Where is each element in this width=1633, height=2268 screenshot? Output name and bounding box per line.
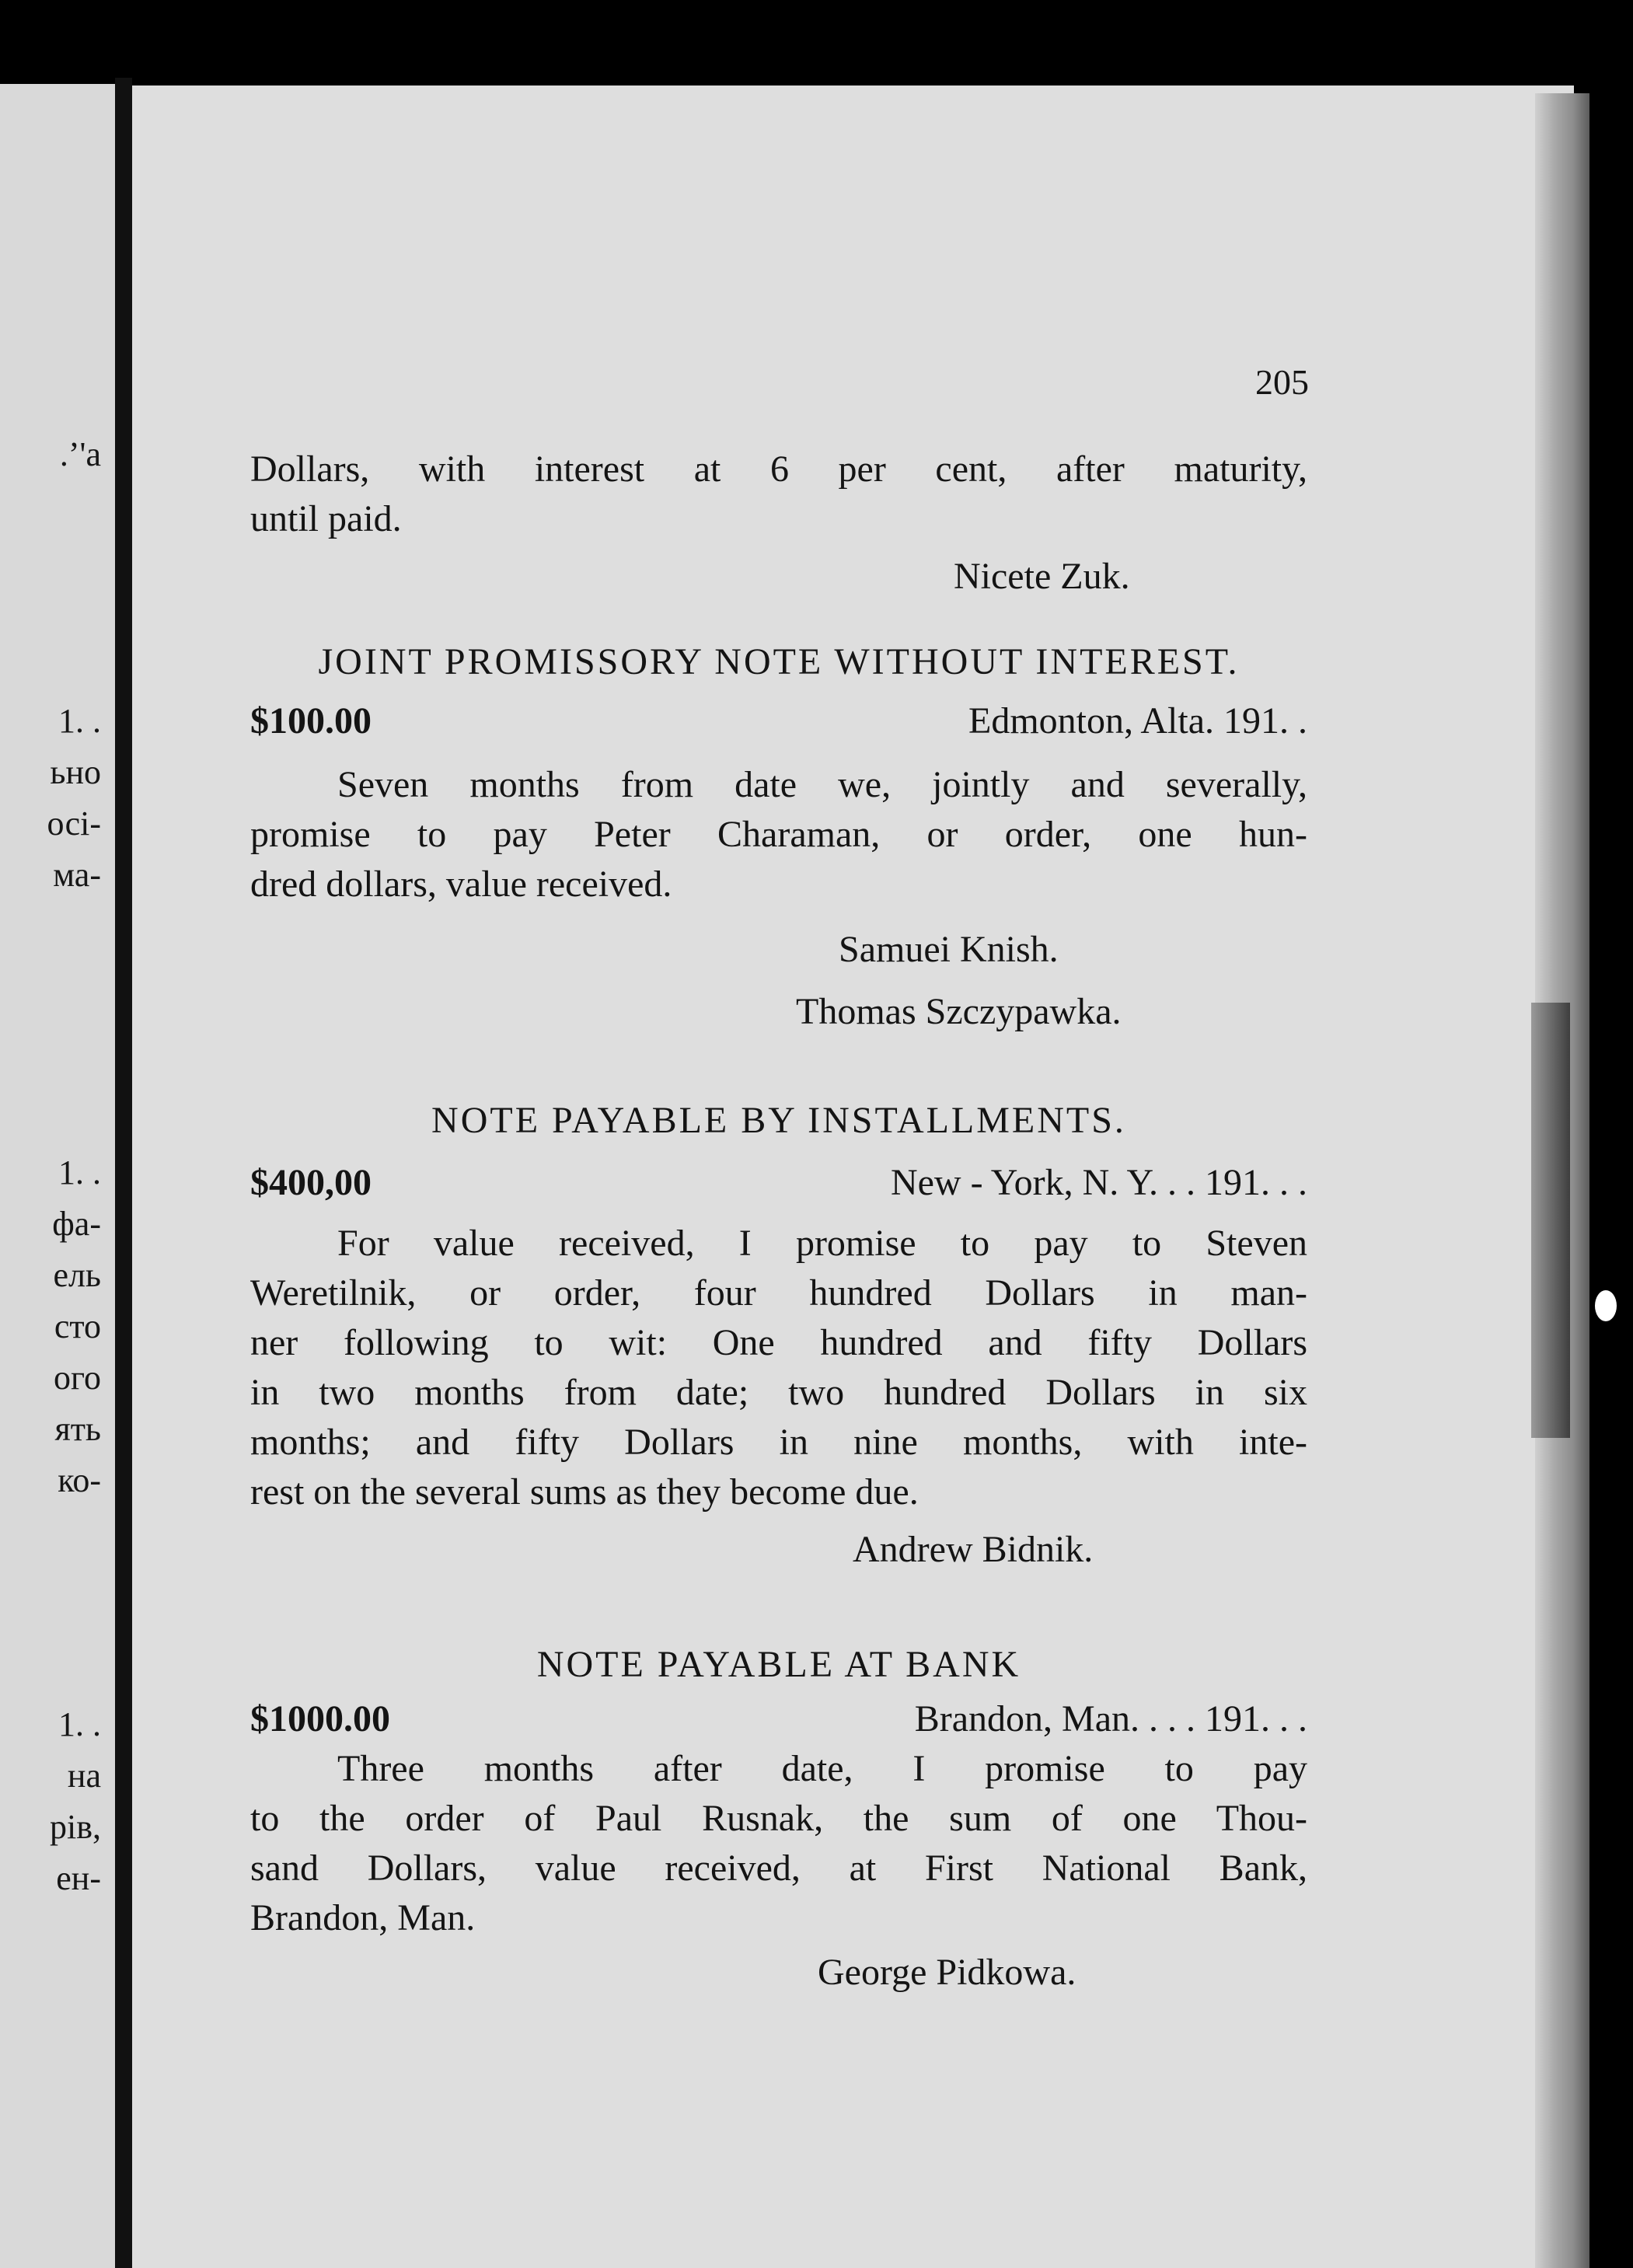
body-line: ner following to wit: One hundred and fifty Dollars bbox=[250, 1322, 1307, 1363]
signature: Andrew Bidnik. bbox=[853, 1529, 1094, 1570]
body-line: sand Dollars, value received, at First National Bank, bbox=[250, 1848, 1307, 1889]
section-heading: NOTE PAYABLE AT BANK bbox=[536, 1644, 1021, 1685]
body-line: rest on the several sums as they become due. bbox=[250, 1471, 919, 1513]
note-amount: $1000.00 bbox=[250, 1698, 390, 1739]
body-line: Seven months from date we, jointly and severally, bbox=[337, 764, 1307, 805]
page-number: 205 bbox=[1255, 362, 1309, 402]
body-line: Brandon, Man. bbox=[250, 1897, 476, 1938]
previous-page-fragment: ого bbox=[54, 1359, 101, 1397]
body-line: Weretilnik, or order, four hundred Dollars in man- bbox=[250, 1272, 1307, 1314]
amount-line bbox=[250, 1694, 1307, 1744]
previous-page-fragment: ель bbox=[53, 1256, 101, 1294]
bank-note bbox=[250, 1640, 1307, 1998]
book-gutter bbox=[115, 78, 132, 2268]
installment-note bbox=[250, 1096, 1307, 1575]
previous-page-fragment: ко- bbox=[58, 1461, 101, 1499]
amount-line bbox=[250, 696, 1307, 746]
previous-page-fragment: ьно bbox=[50, 753, 101, 791]
body-line: promise to pay Peter Charaman, or order, one hun- bbox=[250, 814, 1307, 855]
signature: George Pidkowa. bbox=[818, 1952, 1076, 1993]
body-line: to the order of Paul Rusnak, the sum of one Thou- bbox=[250, 1798, 1307, 1839]
amount-line bbox=[250, 1158, 1307, 1208]
continuation-line: until paid. bbox=[250, 498, 402, 539]
previous-page-fragment: осі- bbox=[47, 804, 101, 843]
previous-page-fragment: на bbox=[67, 1757, 101, 1795]
note-amount: $100.00 bbox=[250, 700, 372, 741]
body-line: dred dollars, value received. bbox=[250, 864, 672, 905]
continuation-block bbox=[250, 445, 1307, 602]
previous-page-fragment: сто bbox=[54, 1307, 101, 1345]
body-line: For value received, I promise to pay to Steven bbox=[337, 1223, 1307, 1264]
note-body bbox=[250, 1744, 1307, 1943]
body-line: in two months from date; two hundred Dollars in six bbox=[250, 1372, 1307, 1413]
previous-page-fragment: рів, bbox=[50, 1808, 101, 1846]
signature: Thomas Szczypawka. bbox=[796, 991, 1122, 1032]
section-heading: NOTE PAYABLE BY INSTALLMENTS. bbox=[431, 1100, 1126, 1141]
continuation-line: Dollars, with interest at 6 per cent, after maturity, bbox=[250, 448, 1307, 490]
section-heading: JOINT PROMISSORY NOTE WITHOUT INTEREST. bbox=[318, 641, 1240, 682]
previous-page-fragment: ма- bbox=[53, 856, 101, 894]
previous-page-fragment: .ʼ'a bbox=[59, 435, 101, 473]
previous-page-fragment: ять bbox=[54, 1410, 101, 1448]
previous-page-fragment: ен- bbox=[56, 1859, 101, 1897]
body-line: months; and fifty Dollars in nine months, with inte- bbox=[250, 1422, 1307, 1463]
previous-page-fragment: 1. . bbox=[58, 702, 101, 740]
joint-note bbox=[250, 637, 1307, 1043]
place-date: New - York, N. Y. . . 191. . . bbox=[890, 1162, 1307, 1203]
signature: Nicete Zuk. bbox=[954, 556, 1130, 597]
previous-page-fragment: 1. . bbox=[58, 1705, 101, 1743]
signature: Samuei Knish. bbox=[839, 929, 1059, 970]
note-body bbox=[250, 1219, 1307, 1517]
place-date: Brandon, Man. . . . 191. . . bbox=[914, 1698, 1307, 1739]
place-date: Edmonton, Alta. 191. . bbox=[968, 700, 1307, 741]
scan-speck bbox=[1595, 1290, 1617, 1321]
previous-page-fragment: фа- bbox=[52, 1205, 101, 1243]
note-amount: $400,00 bbox=[250, 1162, 372, 1203]
note-body bbox=[250, 760, 1307, 909]
body-line: Three months after date, I promise to pay bbox=[337, 1748, 1307, 1789]
previous-page-fragment: 1. . bbox=[58, 1153, 101, 1192]
page-edge-shadow bbox=[1531, 1003, 1570, 1438]
